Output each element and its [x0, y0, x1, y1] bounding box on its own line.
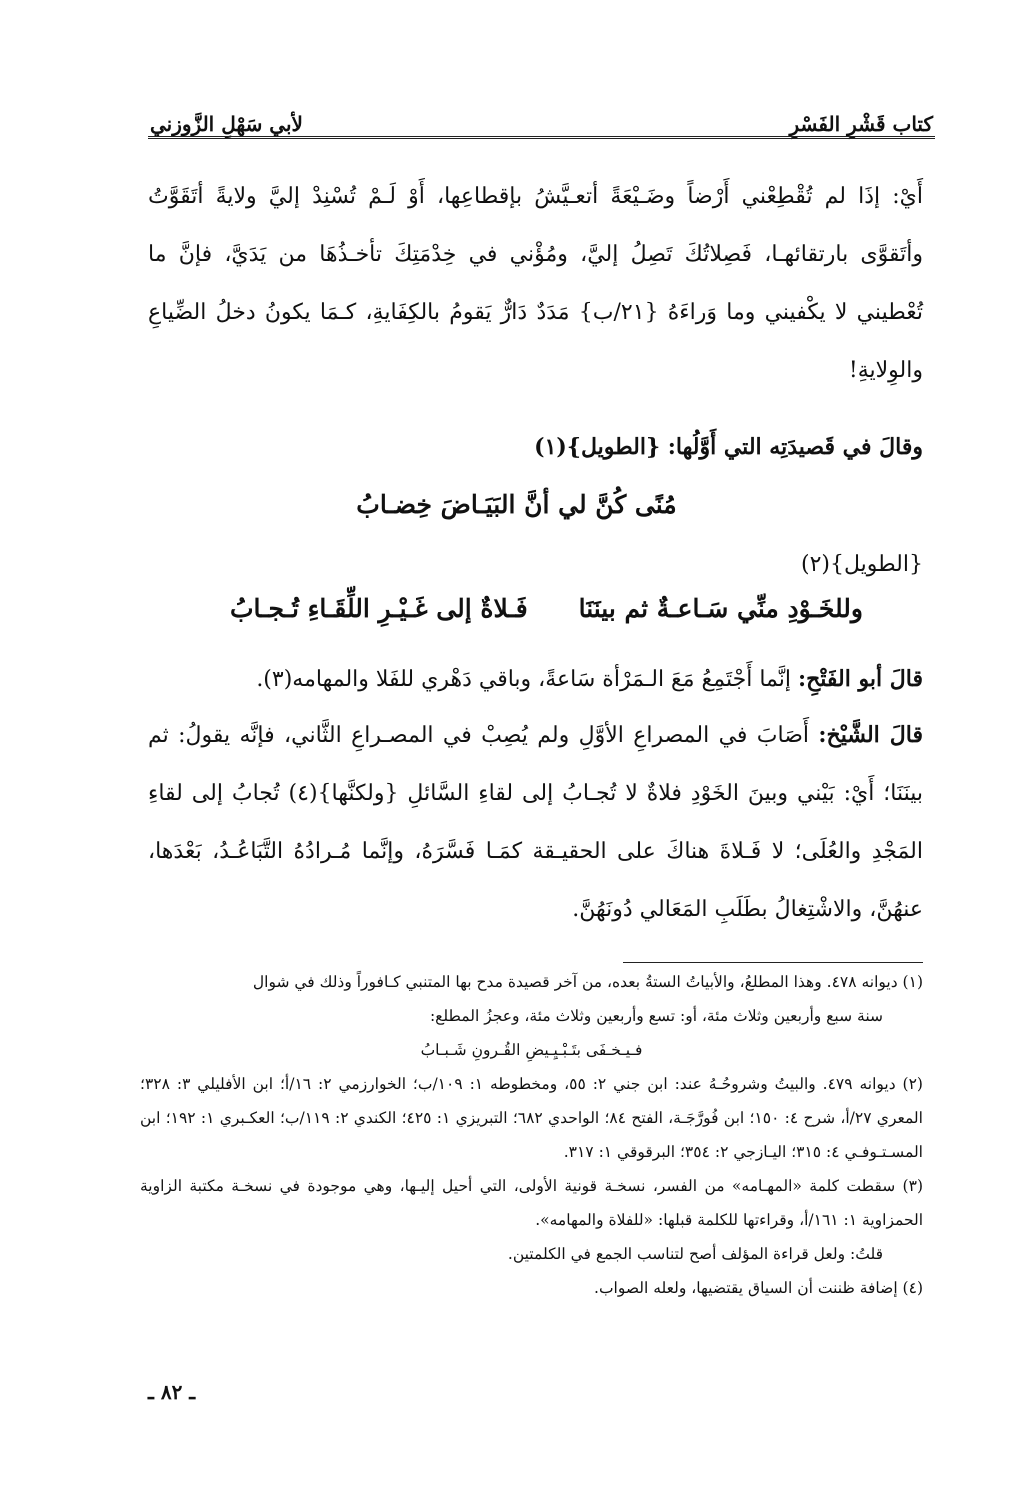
- page-number: ـ ٨٢ ـ: [148, 1380, 196, 1404]
- speaker-label: قالَ الشَّيْخ:: [818, 722, 924, 748]
- book-title: كتاب قَشْرِ الفَسْرِ: [789, 112, 933, 136]
- poem-intro: وقالَ في قَصيدَتِه التي أَوَّلُها: {الطويل}(١): [534, 434, 923, 460]
- paragraph-text: إنَّما أَجْتَمِعُ مَعَ الـمَرْأة سَاعةً، وباقي دَهْري للفَلا والمهامه(٣).: [256, 667, 798, 692]
- paragraph-text: أَصَابَ في المصراعِ الأوَّلِ ولم يُصِبْ في المصـراعِ الثَّاني، فإنَّه يقولُ: ثم بينَنَا؛ أَيْ: بَيْني وبينَ الخَوْدِ فلاةٌ لا تُجـابُ إلى لقاءِ السَّائلِ {ولكنَّها}(٤) تُجابُ إلى لقاءِ المَجْدِ والعُلَى؛ لا فَـلاةَ هناكَ على الحقيـقة كمَـا فَسَّرَهُ، وإنَّما مُـرادُهُ التَّبَاعُـدُ، بَعْدَها، عنهُنَّ، والاشْتِغالُ بطَلَبِ المَعَالي دُونَهُنَّ.: [148, 723, 923, 922]
- verse-second-hemistich: فَـلاةٌ إلى غَـيْـرِ اللِّقَـاءِ تُـجـابُ: [230, 594, 528, 623]
- footnote-3: (٣) سقطت كلمة «المهـامه» من الفسر، نسخـة قونية الأولى، التي أحيل إليـها، وهي موجودة في نسخـة مكتبة الزاوية الحمزاوية ١: ١٦١/أ، وقراءتها للكلمة قبلها: «للفلاة والمهامه».: [140, 1177, 923, 1229]
- footnote-1-verse: فـيـخـفَى بتَـبْـيِـيضِ القُـرونِ شَـبـابُ: [420, 1041, 643, 1059]
- paragraph-sheikh: [148, 706, 923, 939]
- running-header: [150, 96, 933, 136]
- paragraph-commentary: [148, 168, 923, 400]
- footnote-4: (٤) إضافة ظننت أن السياق يقتضيها، ولعله الصواب.: [594, 1279, 923, 1297]
- footnote-1: (١) ديوانه ٤٧٨. وهذا المطلعُ، والأبياتُ الستةُ بعده، من آخر قصيدة مدح بها المتنبي كـافوراً وذلك في شوال: [252, 973, 923, 991]
- poem-hemistich: مُنًى كُنَّ لي أنَّ البَيَـاضَ خِضـابُ: [356, 490, 677, 519]
- header-rule: [148, 136, 935, 139]
- meter-label: {الطويل}(٢): [800, 552, 923, 577]
- footnote-2: (٢) ديوانه ٤٧٩. والبيتُ وشروحُـهُ عند: ابن جني ٢: ٥٥، ومخطوطه ١: ١٠٩/ب؛ الخوارزمي ٢: ١٦/أ؛ ابن الأفليلي ٣: ٣٢٨؛ المعري ٢٧/أ، شرح ٤: ١٥٠؛ ابن فُورَّجَـة، الفتح ٨٤؛ الواحدي ٦٨٢؛ التبريزي ١: ٤٢٥؛ الكندي ٢: ١١٩/ب؛ العكـبري ١: ١٩٢؛ ابن المسـتـوفـي ٤: ٣١٥؛ اليـازجي ٢: ٣٥٤؛ البرقوقي ١: ٣١٧.: [140, 1075, 923, 1161]
- paragraph-abu-alfath: [148, 650, 923, 709]
- footnote-1-continued: سنة سبع وأربعين وثلاث مئة، أو: تسع وأربعين وثلاث مئة، وعجزُ المطلع:: [429, 1007, 883, 1025]
- paragraph-text: أَيْ: إذَا لم تُقْطِعْني أَرْضاً وضَـيْعَةً أتعـيَّشُ بإقطاعِها، أَوْ لَـمْ تُسْنِدْ إليَّ ولايةً أتَقَوَّتُ وأتَقوَّى بارتقائهـا، فَصِلاتُكَ تَصِلُ إليَّ، ومُؤْني في خِدْمَتِكَ تأخـذُهَا من يَدَيَّ، فإنَّ ما تُعْطيني لا يكْفيني وما وَراءَهُ {٢١/ب} مَدَدٌ دَارٌّ يَقومُ بالكِفَايةِ، كـمَا يكونُ دخلُ الضِّياعِ والوِلايةِ!: [148, 184, 923, 383]
- verse-first-hemistich: وللخَـوْدِ منِّي سَـاعـةٌ ثم بينَنَا: [578, 594, 863, 623]
- footnote-rule: [623, 962, 923, 963]
- author-name: لأبي سَهْلِ الزَّوزني: [150, 112, 303, 136]
- speaker-label: قالَ أبو الفَتْحِ:: [797, 666, 923, 692]
- footnote-3-note: قلتُ: ولعل قراءة المؤلف أصح لتناسب الجمع في الكلمتين.: [507, 1245, 883, 1263]
- footnotes: [140, 965, 923, 1305]
- poem-verse: [230, 594, 863, 623]
